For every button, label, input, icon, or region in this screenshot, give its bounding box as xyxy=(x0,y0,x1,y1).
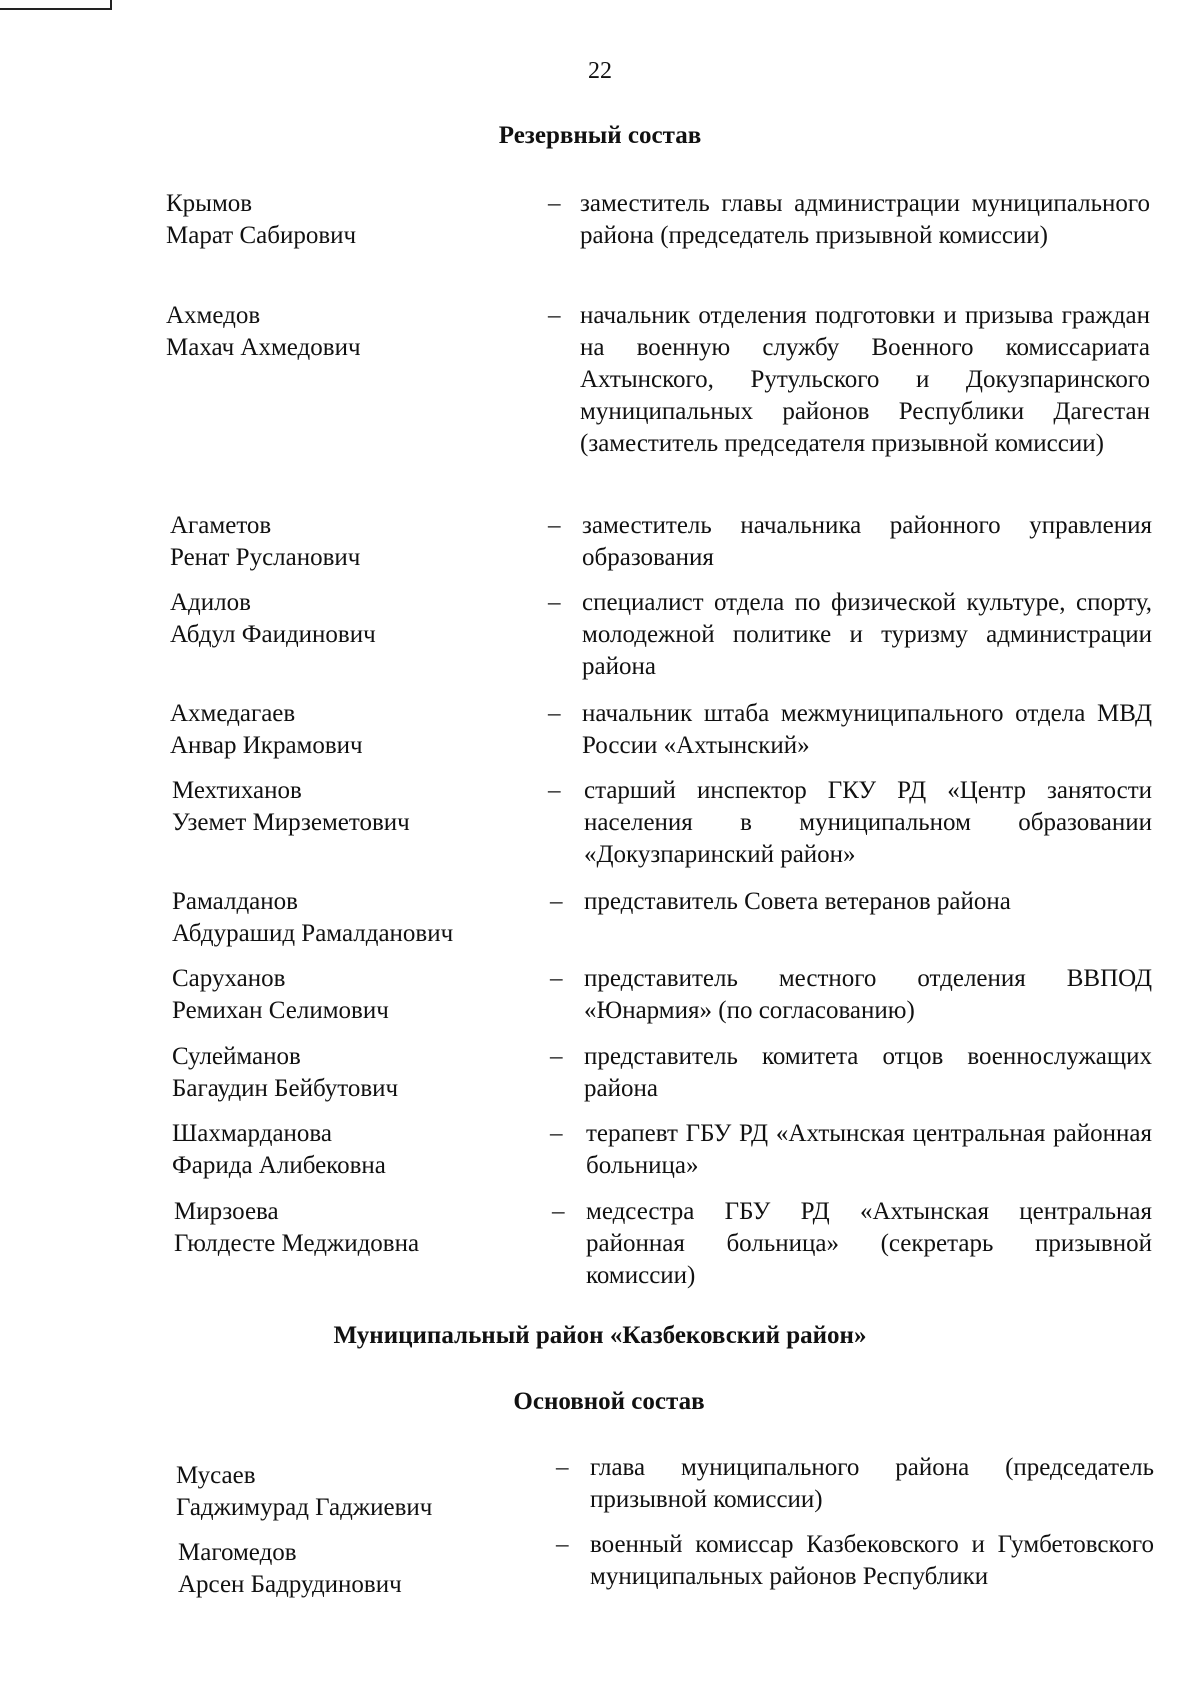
member-name xyxy=(174,1196,419,1260)
member-name xyxy=(172,1041,398,1105)
member-name xyxy=(176,1460,432,1524)
member-role: военный комиссар Казбековского и Гумбетовского муниципальных районов Республики xyxy=(590,1531,1154,1590)
given-name: Марат Сабирович xyxy=(166,222,357,249)
given-name: Абдурашид Рамалданович xyxy=(172,920,454,947)
given-name: Уземет Мирземетович xyxy=(172,809,410,836)
given-name: Анвар Икрамович xyxy=(170,732,363,759)
member-name xyxy=(170,698,363,762)
dash: – xyxy=(548,512,561,539)
member-name xyxy=(172,775,410,839)
member-role: заместитель главы администрации муниципального района (председатель призывной комиссии) xyxy=(580,190,1150,249)
given-name: Ренат Русланович xyxy=(170,544,361,571)
dash: – xyxy=(548,302,561,329)
dash: – xyxy=(548,190,561,217)
member-name xyxy=(166,300,361,364)
member-role: представитель комитета отцов военнослужащих района xyxy=(584,1043,1152,1102)
member-role: заместитель начальника районного управления образования xyxy=(582,512,1152,571)
member-name xyxy=(170,510,360,574)
member-role: специалист отдела по физической культуре, спорту, молодежной политике и туризму администрации района xyxy=(582,589,1152,680)
member-name xyxy=(172,1118,386,1182)
surname: Сулейманов xyxy=(172,1043,301,1070)
dash: – xyxy=(556,1454,569,1481)
surname: Ахмедагаев xyxy=(170,700,296,727)
dash: – xyxy=(550,965,563,992)
member-name xyxy=(166,188,356,252)
main-heading: Основной состав xyxy=(513,1388,705,1415)
surname: Шахмарданова xyxy=(172,1120,332,1147)
dash: – xyxy=(550,1120,563,1147)
crop-mark-vertical xyxy=(110,0,112,10)
given-name: Арсен Бадрудинович xyxy=(178,1571,402,1598)
crop-mark xyxy=(0,8,110,10)
reserve-heading: Резервный состав xyxy=(498,122,702,149)
page-number: 22 xyxy=(588,58,612,84)
dash: – xyxy=(548,700,561,727)
member-role: медсестра ГБУ РД «Ахтынская центральная районная больница» (секретарь призывной комиссии) xyxy=(586,1198,1152,1289)
given-name: Гюлдесте Меджидовна xyxy=(174,1230,420,1257)
dash: – xyxy=(550,888,563,915)
member-role: начальник отделения подготовки и призыва граждан на военную службу Военного комиссариата Ахтынского, Рутульского и Докузпаринского муниципальных районов Республики Дагестан (заместитель председателя призывной комиссии) xyxy=(580,302,1150,457)
dash: – xyxy=(556,1531,569,1558)
surname: Ахмедов xyxy=(166,302,261,329)
surname: Адилов xyxy=(170,589,251,616)
surname: Агаметов xyxy=(170,512,272,539)
dash: – xyxy=(548,777,561,804)
surname: Крымов xyxy=(166,190,253,217)
member-name xyxy=(172,963,389,1027)
dash: – xyxy=(548,589,561,616)
member-role: представитель Совета ветеранов района xyxy=(584,888,1011,915)
member-role: терапевт ГБУ РД «Ахтынская центральная районная больница» xyxy=(586,1120,1152,1179)
surname: Магомедов xyxy=(178,1539,297,1566)
surname: Мирзоева xyxy=(174,1198,279,1225)
member-name xyxy=(170,587,376,651)
surname: Мехтиханов xyxy=(172,777,302,804)
given-name: Абдул Фаидинович xyxy=(170,621,376,648)
member-name xyxy=(172,886,453,950)
surname: Мусаев xyxy=(176,1462,256,1489)
dash: – xyxy=(552,1198,565,1225)
member-role: глава муниципального района (председатель призывной комиссии) xyxy=(590,1454,1154,1513)
district-heading: Муниципальный район «Казбековский район» xyxy=(333,1322,867,1349)
surname: Рамалданов xyxy=(172,888,298,915)
given-name: Махач Ахмедович xyxy=(166,334,361,361)
given-name: Багаудин Бейбутович xyxy=(172,1075,399,1102)
given-name: Гаджимурад Гаджиевич xyxy=(176,1494,433,1521)
surname: Саруханов xyxy=(172,965,286,992)
dash: – xyxy=(550,1043,563,1070)
member-role: старший инспектор ГКУ РД «Центр занятости населения в муниципальном образовании «Докузпаринский район» xyxy=(584,777,1152,868)
member-role: начальник штаба межмуниципального отдела МВД России «Ахтынский» xyxy=(582,700,1152,759)
member-role: представитель местного отделения ВВПОД «Юнармия» (по согласованию) xyxy=(584,965,1152,1024)
member-name xyxy=(178,1537,402,1601)
given-name: Фарида Алибековна xyxy=(172,1152,386,1179)
given-name: Ремихан Селимович xyxy=(172,997,389,1024)
